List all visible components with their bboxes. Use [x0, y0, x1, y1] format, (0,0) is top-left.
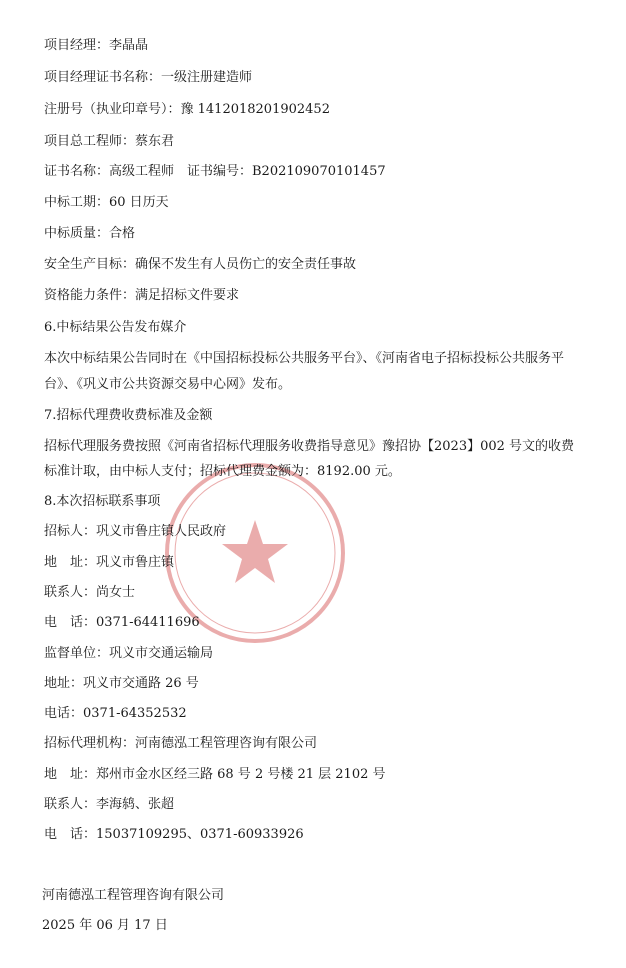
quality-line: 中标质量：合格	[44, 226, 136, 241]
section-8-heading: 8.本次招标联系事项	[44, 494, 161, 509]
safety-target-line: 安全生产目标：确保不发生有人员伤亡的安全责任事故	[44, 257, 357, 272]
supervisor-line: 监督单位：巩义市交通运输局	[44, 646, 214, 661]
section-7-heading: 7.招标代理费收费标准及金额	[44, 408, 213, 423]
construction-period-line: 中标工期：60 日历天	[44, 195, 169, 210]
supervisor-address-line: 地址：巩义市交通路 26 号	[44, 676, 199, 691]
footer-company: 河南德泓工程管理咨询有限公司	[42, 888, 225, 903]
chief-engineer-line: 项目总工程师：蔡东君	[44, 134, 175, 149]
agency-address-line: 地 址：郑州市金水区经三路 68 号 2 号楼 21 层 2102 号	[44, 767, 386, 782]
tenderer-line: 招标人：巩义市鲁庄镇人民政府	[44, 524, 227, 539]
registration-number-line: 注册号（执业印章号）：豫 1412018201902452	[44, 102, 330, 117]
tenderer-address-line: 地 址：巩义市鲁庄镇	[44, 555, 175, 570]
agency-contact-line: 联系人：李海鸫、张超	[44, 797, 175, 812]
project-manager-line: 项目经理：李晶晶	[44, 38, 149, 53]
agency-fee-line-2: 标准计取，由中标人支付；招标代理费金额为：8192.00 元。	[44, 464, 401, 479]
agency-line: 招标代理机构：河南德泓工程管理咨询有限公司	[44, 736, 318, 751]
seal-star	[222, 520, 288, 583]
qualification-line: 资格能力条件：满足招标文件要求	[44, 288, 240, 303]
supervisor-phone-line: 电话：0371-64352532	[44, 706, 187, 721]
footer-date: 2025 年 06 月 17 日	[42, 918, 168, 933]
section-6-heading: 6.中标结果公告发布媒介	[44, 320, 187, 335]
media-paragraph-line-2: 台》、《巩义市公共资源交易中心网》发布。	[44, 377, 292, 392]
engineer-certificate-line: 证书名称：高级工程师 证书编号：B202109070101457	[44, 164, 386, 179]
media-paragraph-line-1: 本次中标结果公告同时在《中国招标投标公共服务平台》、《河南省电子招标投标公共服务平	[44, 351, 565, 366]
tenderer-phone-line: 电 话：0371-64411696	[44, 615, 200, 630]
agency-phone-line: 电 话：15037109295、0371-60933926	[44, 827, 304, 842]
tenderer-contact-line: 联系人：尚女士	[44, 585, 136, 600]
manager-certificate-line: 项目经理证书名称：一级注册建造师	[44, 70, 253, 85]
agency-fee-line-1: 招标代理服务费按照《河南省招标代理服务收费指导意见》豫招协【2023】002 号文的收费	[44, 439, 575, 454]
